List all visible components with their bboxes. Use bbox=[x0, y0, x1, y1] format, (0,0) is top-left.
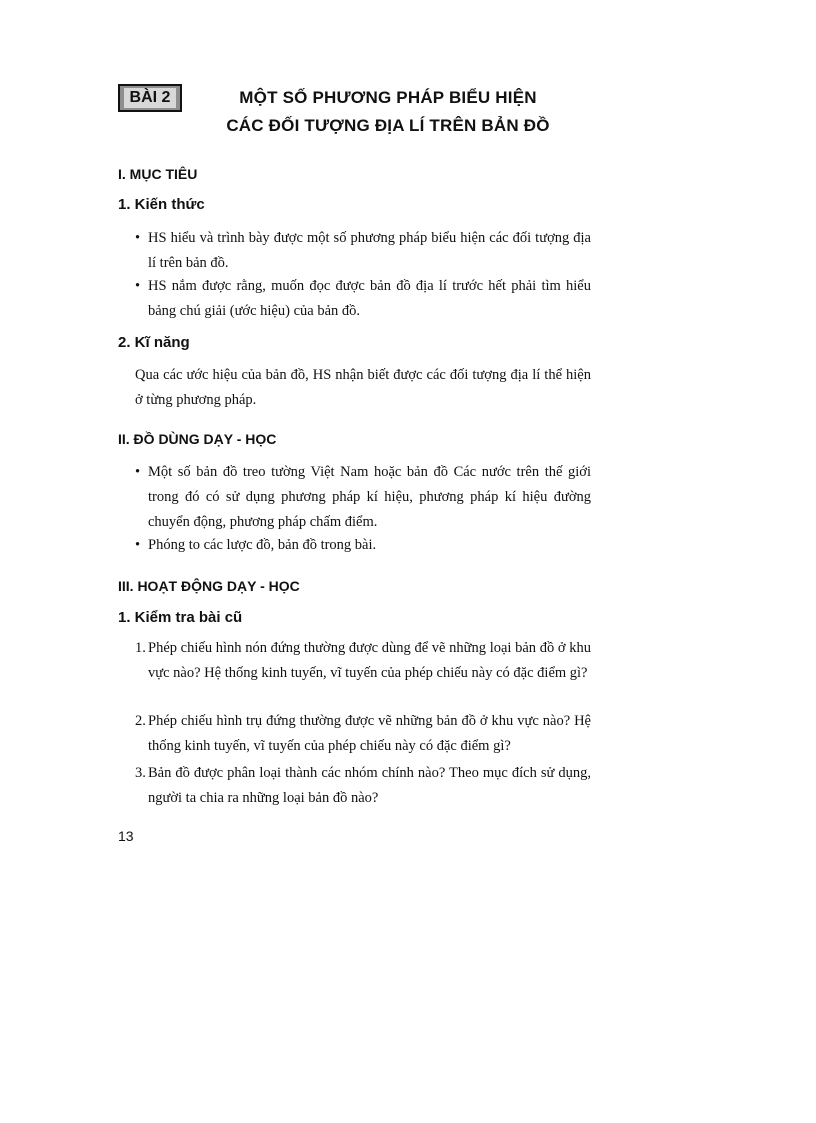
bullet-icon: • bbox=[135, 278, 141, 294]
numbered-item bbox=[135, 709, 591, 759]
subheading-knowledge: 1. Kiến thức bbox=[118, 196, 205, 213]
item-number: 1. bbox=[135, 640, 146, 656]
section-heading-activities: III. HOẠT ĐỘNG DẠY - HỌC bbox=[118, 578, 300, 594]
lesson-title-line-1: MỘT SỐ PHƯƠNG PHÁP BIỂU HIỆN bbox=[239, 88, 537, 107]
item-number: 2. bbox=[135, 713, 146, 729]
section-heading-materials: II. ĐỒ DÙNG DẠY - HỌC bbox=[118, 431, 277, 447]
list-item bbox=[135, 274, 591, 324]
list-item bbox=[135, 533, 591, 558]
item-text: Bản đồ được phân loại thành các nhóm chính nào? Theo mục đích sử dụng, người ta chia ra những loại bản đồ nào? bbox=[148, 765, 591, 806]
page-number: 13 bbox=[118, 828, 134, 844]
list-item-text: HS hiểu và trình bày được một số phương pháp biểu hiện các đối tượng địa lí trên bản đồ. bbox=[148, 230, 591, 271]
numbered-item bbox=[135, 636, 591, 686]
lesson-title-line-2: CÁC ĐỐI TƯỢNG ĐỊA LÍ TRÊN BẢN ĐỒ bbox=[226, 116, 550, 135]
subheading-review: 1. Kiểm tra bài cũ bbox=[118, 609, 243, 626]
lesson-badge bbox=[118, 84, 182, 112]
list-item-text: HS nắm được rằng, muốn đọc được bản đồ địa lí trước hết phải tìm hiểu bảng chú giải (ước hiệu) của bản đồ. bbox=[148, 278, 591, 319]
bullet-icon: • bbox=[135, 537, 141, 553]
item-number: 3. bbox=[135, 765, 146, 781]
lesson-badge-label: BÀI 2 bbox=[124, 88, 177, 108]
list-item-text: Một số bản đồ treo tường Việt Nam hoặc bản đồ Các nước trên thế giới trong đó có sử dụng phương pháp kí hiệu, phương pháp kí hiệu đường chuyển động, phương pháp chấm điểm. bbox=[148, 464, 591, 530]
item-text: Phép chiếu hình trụ đứng thường được vẽ những bản đồ ở khu vực nào? Hệ thống kinh tuyến, vĩ tuyến của phép chiếu này có đặc điểm gì? bbox=[148, 713, 591, 754]
list-item bbox=[135, 226, 591, 276]
numbered-item bbox=[135, 761, 591, 811]
skills-paragraph: Qua các ước hiệu của bản đồ, HS nhận biết được các đối tượng địa lí thể hiện ở từng phương pháp. bbox=[135, 367, 591, 408]
item-text: Phép chiếu hình nón đứng thường được dùng để vẽ những loại bản đồ ở khu vực nào? Hệ thống kinh tuyến, vĩ tuyến của phép chiếu này có đặc điểm gì? bbox=[148, 640, 591, 681]
bullet-icon: • bbox=[135, 464, 141, 480]
subheading-skills: 2. Kĩ năng bbox=[118, 334, 190, 351]
list-item-text: Phóng to các lược đồ, bản đồ trong bài. bbox=[148, 537, 377, 553]
bullet-icon: • bbox=[135, 230, 141, 246]
list-item bbox=[135, 460, 591, 535]
section-heading-objectives: I. MỤC TIÊU bbox=[118, 166, 198, 182]
